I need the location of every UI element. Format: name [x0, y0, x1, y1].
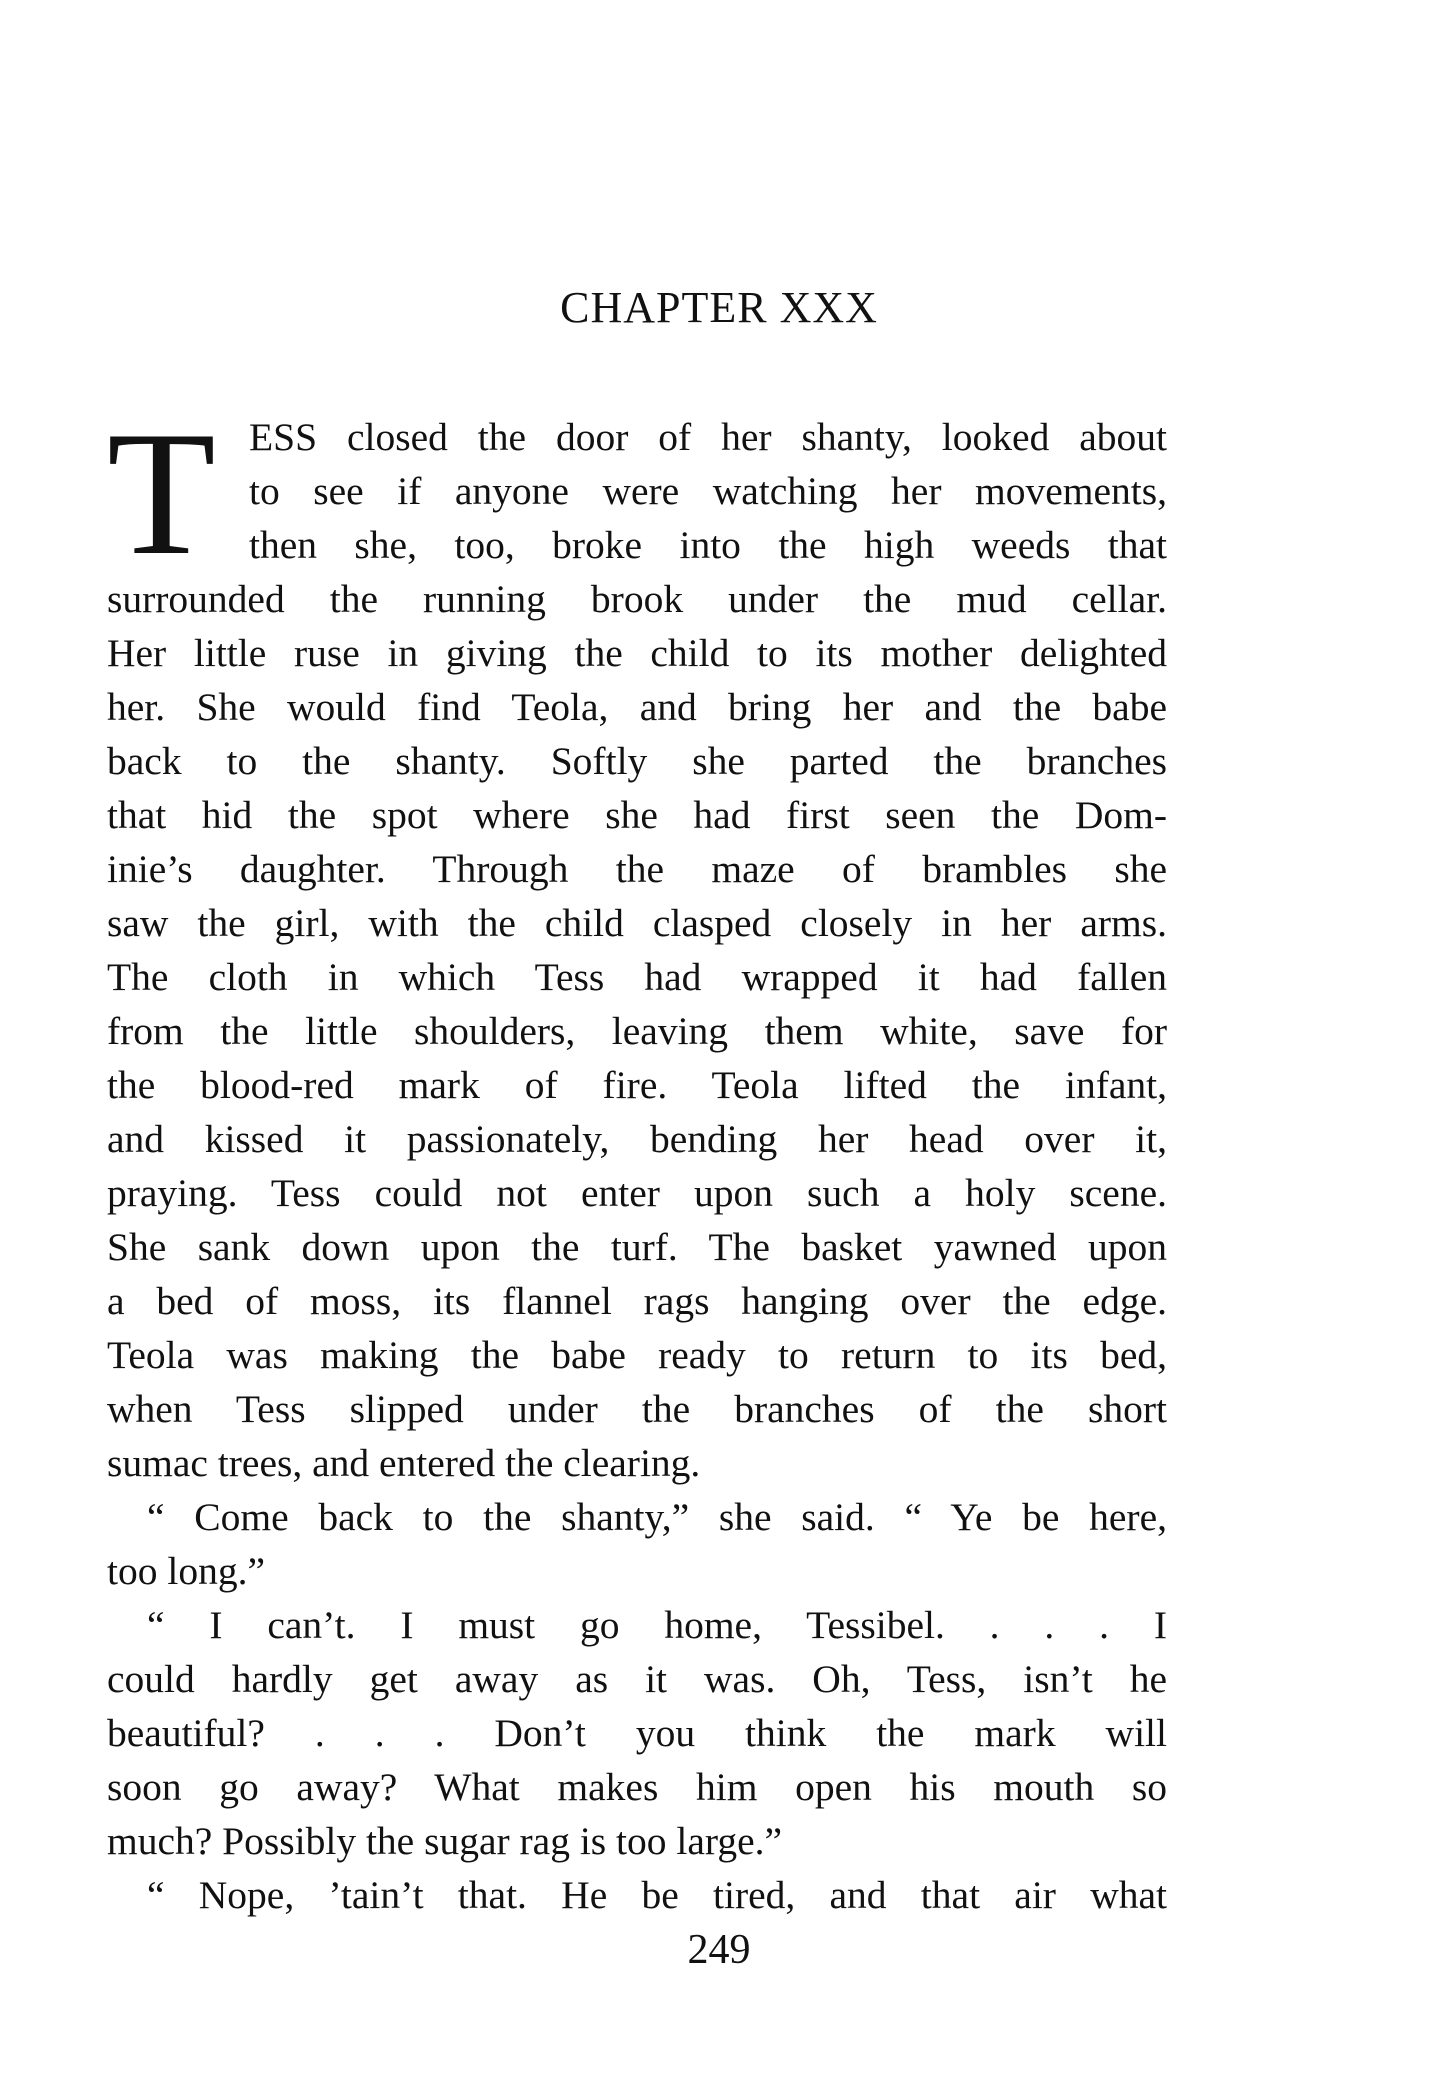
text-line: the blood-red mark of fire. Teola lifted the infant, — [107, 1063, 1167, 1107]
text-line: when Tess slipped under the branches of the short — [107, 1387, 1167, 1431]
text-line: soon go away? What makes him open his mouth so — [107, 1765, 1167, 1809]
text-line: “ Nope, ’tain’t that. He be tired, and that air what — [147, 1873, 1167, 1917]
text-line: The cloth in which Tess had wrapped it had fallen — [107, 955, 1167, 999]
text-line: Her little ruse in giving the child to its mother delighted — [107, 631, 1167, 675]
text-line: her. She would find Teola, and bring her and the babe — [107, 685, 1167, 729]
text-line: then she, too, broke into the high weeds that — [249, 523, 1167, 567]
text-line: Teola was making the babe ready to return to its bed, — [107, 1333, 1167, 1377]
text-line: a bed of moss, its flannel rags hanging over the edge. — [107, 1279, 1167, 1323]
text-line: She sank down upon the turf. The basket yawned upon — [107, 1225, 1167, 1269]
text-line: saw the girl, with the child clasped closely in her arms. — [107, 901, 1167, 945]
text-line: to see if anyone were watching her movements, — [249, 469, 1167, 513]
text-line: much? Possibly the sugar rag is too large.” — [107, 1819, 783, 1863]
page-number: 249 — [687, 1927, 751, 1973]
text-line: “ Come back to the shanty,” she said. “ Ye be here, — [147, 1495, 1167, 1539]
text-line: too long.” — [107, 1549, 265, 1593]
text-line: that hid the spot where she had first seen the Dom- — [107, 793, 1167, 837]
text-line: “ I can’t. I must go home, Tessibel. . . . I — [147, 1603, 1167, 1647]
text-line: praying. Tess could not enter upon such a holy scene. — [107, 1171, 1167, 1215]
text-line: ESS closed the door of her shanty, looked about — [249, 415, 1167, 459]
drop-cap: T — [107, 394, 216, 592]
text-line: could hardly get away as it was. Oh, Tess, isn’t he — [107, 1657, 1167, 1701]
text-line: surrounded the running brook under the mud cellar. — [107, 577, 1167, 621]
text-line: from the little shoulders, leaving them white, save for — [107, 1009, 1167, 1053]
text-line: back to the shanty. Softly she parted the branches — [107, 739, 1167, 783]
chapter-title: CHAPTER XXX — [560, 283, 878, 332]
text-line: sumac trees, and entered the clearing. — [107, 1441, 701, 1485]
text-line: beautiful? . . . Don’t you think the mark will — [107, 1711, 1167, 1755]
text-line: and kissed it passionately, bending her head over it, — [107, 1117, 1167, 1161]
text-line: inie’s daughter. Through the maze of brambles she — [107, 847, 1167, 891]
